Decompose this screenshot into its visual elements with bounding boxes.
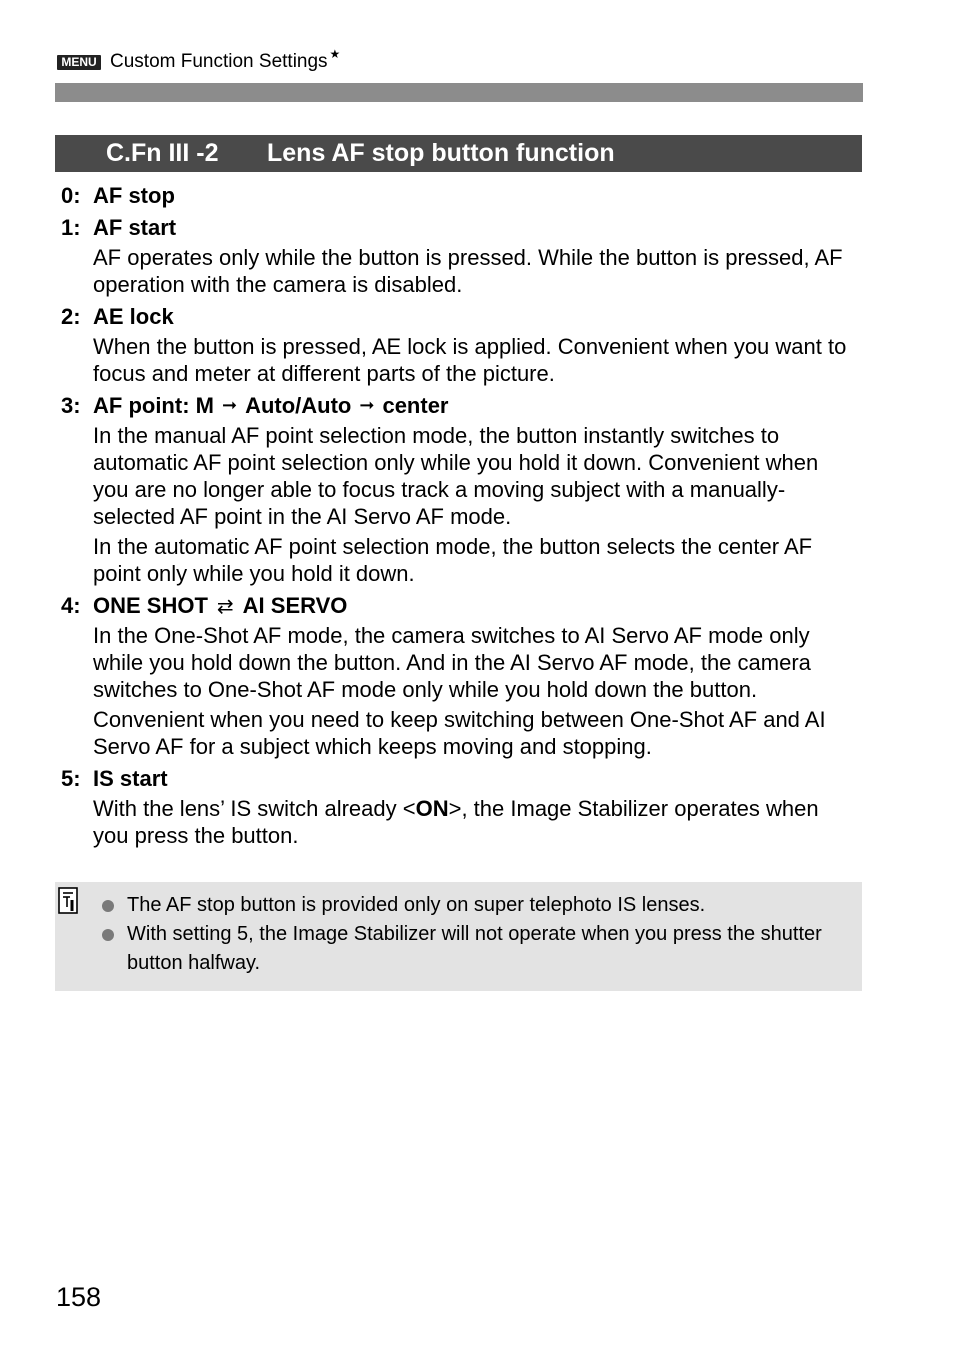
option-description: Convenient when you need to keep switching between One-Shot AF and AI Servo AF for a subject which keeps moving and stopping. bbox=[93, 707, 826, 759]
note-item bbox=[99, 920, 849, 978]
option-label-part: center bbox=[382, 393, 449, 418]
option-number: 2: bbox=[61, 304, 81, 329]
option-label bbox=[93, 590, 347, 623]
option-number: 1: bbox=[61, 215, 81, 240]
bullet-icon bbox=[102, 900, 114, 912]
option-label-part: ONE SHOT bbox=[93, 593, 208, 618]
custom-function-code: C.Fn III -2 bbox=[106, 139, 219, 167]
option-description: In the One-Shot AF mode, the camera switches to AI Servo AF mode only while you hold down the button. And in the AI Servo AF mode, the camera switches to One-Shot AF mode only while you hold down the button. bbox=[93, 623, 811, 702]
option-5 bbox=[0, 763, 954, 852]
switch-on-label: ON bbox=[415, 796, 449, 821]
option-label-part: AF point: M bbox=[93, 393, 214, 418]
option-label bbox=[93, 390, 449, 423]
note-text: With setting 5, the Image Stabilizer will not operate when you press the shutter button halfway. bbox=[127, 923, 822, 974]
section-title: Lens AF stop button function bbox=[267, 139, 615, 167]
option-label: AF start bbox=[93, 215, 177, 240]
star-icon: ★ bbox=[329, 47, 341, 61]
page-header bbox=[57, 49, 340, 75]
option-label: IS start bbox=[93, 766, 168, 791]
option-number: 5: bbox=[61, 766, 81, 791]
swap-arrows-icon: ⇄ bbox=[216, 596, 234, 618]
description-text: >, the Image Stabilizer operates when you press the button. bbox=[93, 796, 819, 848]
option-description: In the manual AF point selection mode, the button instantly switches to automatic AF point selection only while you hold it down. Convenient when you are no longer able to focus track a moving subject with a manually-selected AF point in the AI Servo AF mode. bbox=[93, 423, 819, 529]
menu-badge: MENU bbox=[57, 55, 101, 70]
option-label: AF stop bbox=[93, 183, 175, 208]
section-title-bar bbox=[55, 135, 862, 172]
option-label-part: Auto/Auto bbox=[245, 393, 352, 418]
description-text: With the lens’ IS switch already < bbox=[93, 796, 416, 821]
option-description: In the automatic AF point selection mode, the button selects the center AF point only while you hold it down. bbox=[93, 534, 813, 586]
header-title: Custom Function Settings bbox=[110, 51, 328, 72]
option-2 bbox=[0, 301, 954, 390]
note-box bbox=[55, 882, 862, 991]
header-rule bbox=[55, 83, 863, 102]
option-4 bbox=[0, 590, 954, 763]
option-label: AE lock bbox=[93, 304, 174, 329]
option-number: 3: bbox=[61, 393, 81, 418]
option-description bbox=[93, 795, 853, 852]
option-1 bbox=[0, 212, 954, 301]
note-icon bbox=[58, 887, 78, 914]
option-description: AF operates only while the button is pressed. While the button is pressed, AF operation with the camera is disabled. bbox=[93, 245, 843, 297]
right-arrow-icon: ➞ bbox=[359, 395, 375, 415]
note-text: The AF stop button is provided only on super telephoto IS lenses. bbox=[127, 894, 706, 916]
note-list bbox=[99, 891, 849, 978]
note-item bbox=[99, 891, 849, 920]
options-list bbox=[0, 180, 954, 852]
bullet-icon bbox=[102, 929, 114, 941]
right-arrow-icon: ➞ bbox=[221, 395, 238, 415]
option-3 bbox=[0, 390, 954, 590]
option-description: When the button is pressed, AE lock is applied. Convenient when you want to focus and meter at different parts of the picture. bbox=[93, 334, 847, 386]
option-number: 4: bbox=[61, 593, 81, 618]
option-label-part: AI SERVO bbox=[242, 593, 348, 618]
option-number: 0: bbox=[61, 183, 81, 208]
page-number: 158 bbox=[56, 1282, 102, 1312]
option-0 bbox=[0, 180, 954, 212]
